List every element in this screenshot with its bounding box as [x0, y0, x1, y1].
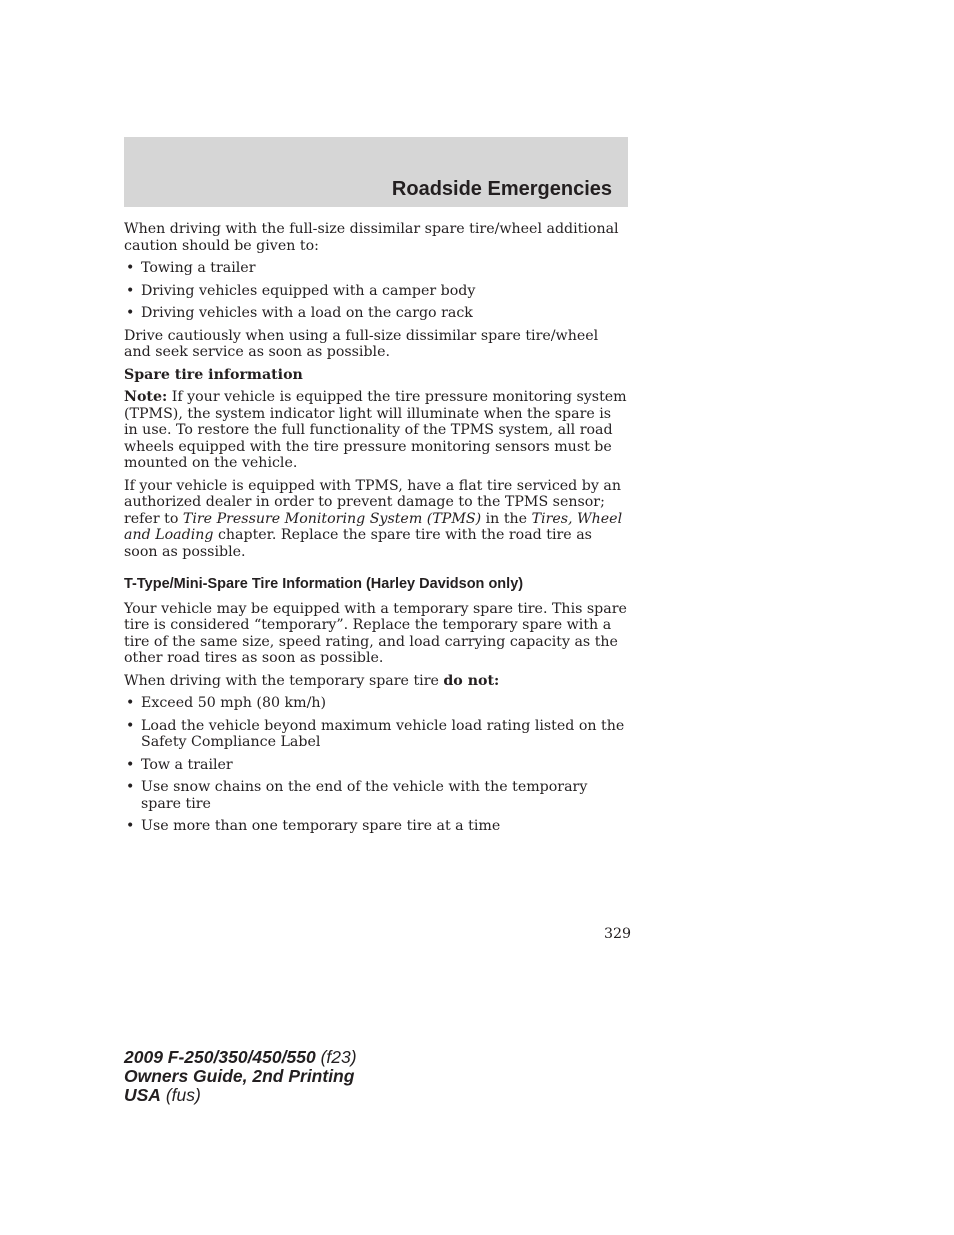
mini-spare-heading: T-Type/Mini-Spare Tire Information (Harley Davidson only): [124, 576, 524, 592]
footer-model: 2009 F-250/350/450/550: [124, 1047, 316, 1067]
section-title: Roadside Emergencies: [391, 178, 612, 200]
list-item: • Load the vehicle beyond maximum vehicle load rating listed on the Safety Compliance Label: [124, 718, 628, 751]
intro-paragraph: When driving with the full-size dissimilar spare tire/wheel additional caution should be given to:: [124, 221, 619, 254]
list-item: • Use more than one temporary spare tire at a time: [124, 818, 628, 835]
tpms-text: If your vehicle is equipped with TPMS, have a flat tire serviced by an authorized dealer in order to prevent damage to the TPMS sensor; refer to: [124, 477, 621, 527]
list-item: • Use snow chains on the end of the vehicle with the temporary spare tire: [124, 779, 628, 812]
footer-line-model: [124, 1048, 357, 1067]
footer-market-code: (fus): [160, 1085, 201, 1105]
note-paragraph: [124, 389, 628, 472]
tpms-text: chapter. Replace the spare tire with the road tire as soon as possible.: [124, 527, 592, 560]
page-number: 329: [604, 926, 632, 942]
chapter-reference: Tires, Wheel and Loading: [124, 510, 623, 543]
page-content: [124, 221, 628, 841]
list-item: • Towing a trailer: [124, 260, 628, 277]
mini-spare-paragraph: Your vehicle may be equipped with a temporary spare tire. This spare tire is considered “temporary”. Replace the temporary spare with a tire of the same size, speed rating, and load carrying capacity as the other road tires as soon as possible.: [124, 600, 627, 666]
list-item: • Exceed 50 mph (80 km/h): [124, 695, 628, 712]
intro-closing-paragraph: Drive cautiously when using a full-size dissimilar spare tire/wheel and seek service as soon as possible.: [124, 327, 599, 360]
intro-bullet-list: [124, 260, 628, 322]
tpms-reference: Tire Pressure Monitoring System (TPMS): [182, 510, 482, 527]
list-item: • Tow a trailer: [124, 757, 628, 774]
header-band: [124, 137, 628, 207]
do-not-text: When driving with the temporary spare tire: [124, 672, 444, 689]
list-item: • Driving vehicles equipped with a camper body: [124, 283, 628, 300]
spare-tire-subheading: Spare tire information: [124, 366, 303, 383]
note-label: Note:: [124, 389, 168, 405]
footer-model-code: (f23): [315, 1047, 357, 1067]
do-not-emphasis: do not:: [443, 672, 500, 689]
mini-spare-bullet-list: [124, 695, 628, 835]
tpms-paragraph: [124, 478, 628, 561]
list-item: • Driving vehicles with a load on the cargo rack: [124, 305, 628, 322]
footer-line-market: [124, 1086, 357, 1105]
footer-line-edition: Owners Guide, 2nd Printing: [124, 1066, 355, 1086]
note-text: If your vehicle is equipped the tire pressure monitoring system (TPMS), the system indicator light will illuminate when the spare is in use. To restore the full functionality of the TPMS system, all road wheels equipped with the tire pressure monitoring sensors must be mounted on the vehicle.: [124, 389, 627, 471]
do-not-paragraph: [124, 673, 628, 690]
footer-market: USA: [124, 1085, 161, 1105]
tpms-text: in the: [481, 510, 532, 527]
document-footer: [124, 1048, 357, 1105]
